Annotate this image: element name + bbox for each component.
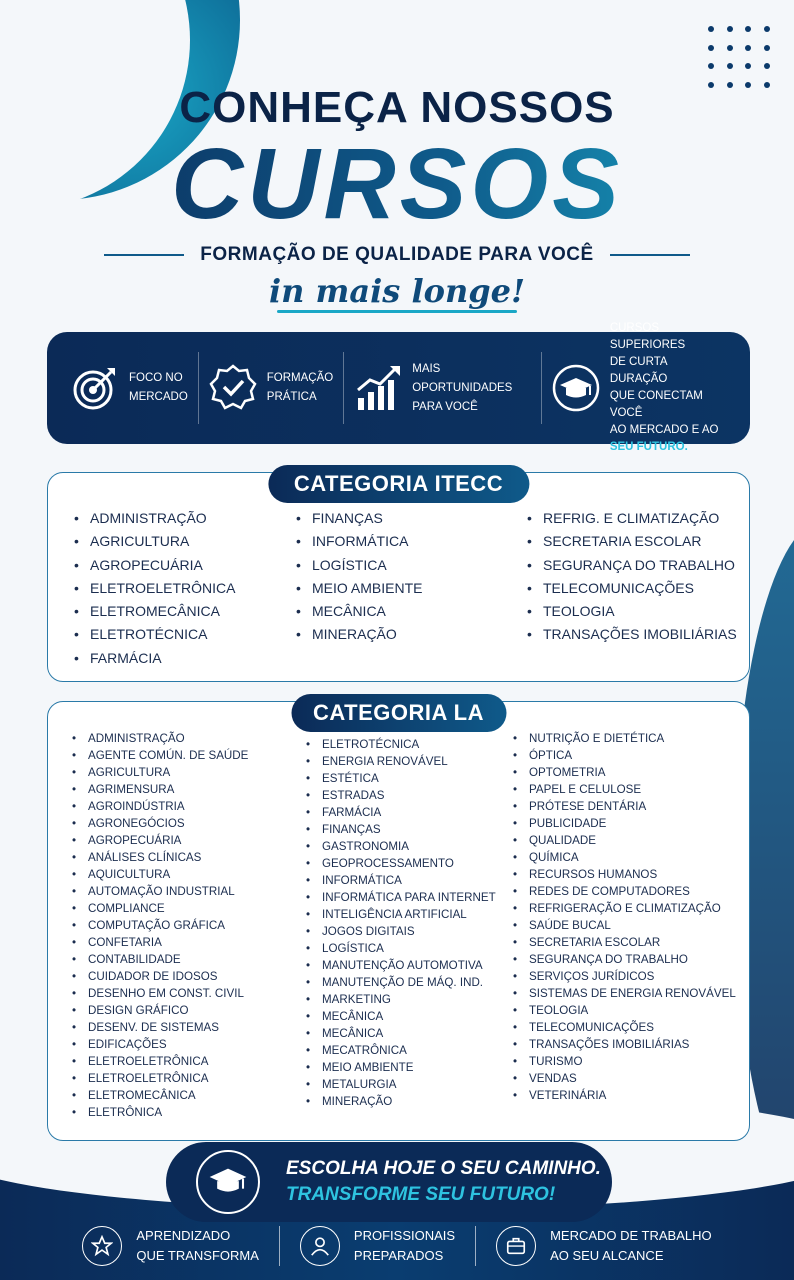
course-item: • QUÍMICA (513, 849, 733, 866)
course-item: • FARMÁCIA (306, 804, 513, 821)
course-item: • REFRIGERAÇÃO E CLIMATIZAÇÃO (513, 900, 733, 917)
footer-benefits (0, 1216, 794, 1276)
course-item: • VETERINÁRIA (513, 1087, 733, 1104)
course-item: • TURISMO (513, 1053, 733, 1070)
briefcase-icon (496, 1226, 536, 1266)
badge-check-icon (209, 364, 257, 412)
course-item: • AGROINDÚSTRIA (72, 798, 306, 815)
cta-banner[interactable] (166, 1142, 612, 1222)
course-item: • ELETROELETRÔNICA (74, 577, 296, 600)
course-item: • DESENHO EM CONST. CIVIL (72, 985, 306, 1002)
course-item: • ELETROELETRÔNICA (72, 1053, 306, 1070)
course-item: • FARMÁCIA (74, 647, 296, 670)
course-item: • SISTEMAS DE ENERGIA RENOVÁVEL (513, 985, 733, 1002)
course-item: • ELETRÔNICA (72, 1104, 306, 1121)
course-item: • REDES DE COMPUTADORES (513, 883, 733, 900)
footer-label: PREPARADOS (353, 1248, 444, 1263)
subtitle-divider-left (104, 254, 184, 256)
graduation-cap-icon (552, 364, 600, 412)
course-item: • ENERGIA RENOVÁVEL (306, 753, 513, 770)
headline-top: CONHEÇA NOSSOS (179, 83, 615, 132)
course-item: • QUALIDADE (513, 832, 733, 849)
course-item: • MECÂNICA (306, 1025, 513, 1042)
course-item: • COMPUTAÇÃO GRÁFICA (72, 917, 306, 934)
course-item: • FINANÇAS (306, 821, 513, 838)
course-item: • TEOLOGIA (527, 600, 747, 623)
course-item: • CUIDADOR DE IDOSOS (72, 968, 306, 985)
decorative-dots (708, 26, 774, 92)
course-item: • TELECOMUNICAÇÕES (527, 577, 747, 600)
course-item: • AGROPECUÁRIA (72, 832, 306, 849)
cta-line-2: TRANSFORME SEU FUTURO! (286, 1184, 556, 1205)
course-item: • AGRICULTURA (72, 764, 306, 781)
course-item: • LOGÍSTICA (306, 940, 513, 957)
course-item: • METALURGIA (306, 1076, 513, 1093)
panel-categoria-la (47, 701, 750, 1141)
course-columns (72, 730, 736, 1121)
course-item: • MANUTENÇÃO AUTOMOTIVA (306, 957, 513, 974)
footer-label: QUE TRANSFORMA (136, 1248, 259, 1263)
feature-label: CURSOS SUPERIORES (609, 322, 686, 351)
course-item: • TRANSAÇÕES IMOBILIÁRIAS (527, 623, 747, 646)
growth-chart-icon (354, 364, 402, 412)
course-item: • INFORMÁTICA (306, 872, 513, 889)
course-item: • ESTRADAS (306, 787, 513, 804)
subtitle-divider-right (610, 254, 690, 256)
course-item: • LOGÍSTICA (296, 554, 527, 577)
page-header (0, 84, 794, 313)
course-item: • ANÁLISES CLÍNICAS (72, 849, 306, 866)
target-icon (71, 364, 119, 412)
course-item: • VENDAS (513, 1070, 733, 1087)
course-item: • ESTÉTICA (306, 770, 513, 787)
course-item: • COMPLIANCE (72, 900, 306, 917)
course-columns (74, 507, 747, 670)
course-item: • ELETROMECÂNICA (74, 600, 296, 623)
course-list (306, 736, 513, 1121)
feature-label: DE CURTA DURAÇÃO (609, 356, 668, 385)
footer-label: PROFISSIONAIS (353, 1228, 456, 1243)
course-list (527, 507, 747, 670)
feature-label: MERCADO (129, 391, 188, 403)
course-item: • SAÚDE BUCAL (513, 917, 733, 934)
course-item: • RECURSOS HUMANOS (513, 866, 733, 883)
course-item: • SEGURANÇA DO TRABALHO (513, 951, 733, 968)
course-item: • TRANSAÇÕES IMOBILIÁRIAS (513, 1036, 733, 1053)
course-item: • AGRIMENSURA (72, 781, 306, 798)
course-item: • MECÂNICA (306, 1008, 513, 1025)
course-item: • AGRICULTURA (74, 530, 296, 553)
course-item: • ELETROTÉCNICA (74, 623, 296, 646)
course-list (296, 507, 527, 670)
feature-opportunities (343, 352, 541, 424)
course-item: • FINANÇAS (296, 507, 527, 530)
course-item: • INFORMÁTICA PARA INTERNET (306, 889, 513, 906)
feature-label: PARA VOCÊ (412, 400, 478, 413)
feature-label: MAIS OPORTUNIDADES (412, 362, 513, 394)
footer-item-professionals (279, 1226, 475, 1266)
footer-label: AO SEU ALCANCE (550, 1248, 664, 1263)
course-item: • GEOPROCESSAMENTO (306, 855, 513, 872)
course-item: • JOGOS DIGITAIS (306, 923, 513, 940)
feature-practical-training (198, 352, 343, 424)
course-item: • SEGURANÇA DO TRABALHO (527, 554, 747, 577)
subtitle: FORMAÇÃO DE QUALIDADE PARA VOCÊ (200, 244, 594, 265)
course-item: • REFRIG. E CLIMATIZAÇÃO (527, 507, 747, 530)
course-item: • INFORMÁTICA (296, 530, 527, 553)
course-item: • INTELIGÊNCIA ARTIFICIAL (306, 906, 513, 923)
course-item: • GASTRONOMIA (306, 838, 513, 855)
course-item: • AQUICULTURA (72, 866, 306, 883)
course-item: • PAPEL E CELULOSE (513, 781, 733, 798)
course-item: • ÓPTICA (513, 747, 733, 764)
footer-label: APRENDIZADO (136, 1228, 231, 1243)
course-item: • AGROPECUÁRIA (74, 554, 296, 577)
course-list (74, 507, 296, 670)
course-item: • ADMINISTRAÇÃO (74, 507, 296, 530)
slogan: in mais longe! (268, 272, 525, 310)
course-item: • CONFETARIA (72, 934, 306, 951)
course-item: • MEIO AMBIENTE (296, 577, 527, 600)
course-item: • ADMINISTRAÇÃO (72, 730, 306, 747)
footer-label: MERCADO DE TRABALHO (550, 1228, 712, 1243)
course-list (72, 730, 306, 1121)
feature-label: FOCO NO (129, 372, 183, 384)
course-item: • MECÂNICA (296, 600, 527, 623)
footer-item-learning (62, 1226, 279, 1266)
course-item: • MEIO AMBIENTE (306, 1059, 513, 1076)
course-item: • MANUTENÇÃO DE MÁQ. IND. (306, 974, 513, 991)
course-item: • ELETROTÉCNICA (306, 736, 513, 753)
features-bar (47, 322, 750, 453)
course-item: • SECRETARIA ESCOLAR (513, 934, 733, 951)
course-item: • PRÓTESE DENTÁRIA (513, 798, 733, 815)
course-item: • TEOLOGIA (513, 1002, 733, 1019)
headline-main: CURSOS (0, 132, 794, 236)
feature-label: PRÁTICA (266, 391, 317, 403)
course-item: • MARKETING (306, 991, 513, 1008)
cta-line-1: ESCOLHA HOJE O SEU CAMINHO. (286, 1158, 601, 1179)
course-item: • OPTOMETRIA (513, 764, 733, 781)
course-item: • AUTOMAÇÃO INDUSTRIAL (72, 883, 306, 900)
feature-short-courses (541, 322, 736, 453)
feature-label: FORMAÇÃO (266, 372, 334, 384)
course-item: • AGENTE COMÚN. DE SAÚDE (72, 747, 306, 764)
feature-market-focus (61, 352, 198, 424)
feature-label: AO MERCADO E AO (609, 424, 719, 436)
footer-item-job-market (475, 1226, 732, 1266)
course-item: • NUTRIÇÃO E DIETÉTICA (513, 730, 733, 747)
course-item: • MINERAÇÃO (306, 1093, 513, 1110)
panel-title: CATEGORIA ITECC (268, 465, 529, 503)
feature-label: QUE CONECTAM VOCÊ (609, 390, 703, 419)
subtitle-row (0, 244, 794, 266)
course-item: • ELETROELETRÔNICA (72, 1070, 306, 1087)
course-item: • DESENV. DE SISTEMAS (72, 1019, 306, 1036)
person-icon (300, 1226, 340, 1266)
course-item: • PUBLICIDADE (513, 815, 733, 832)
feature-highlight: SEU FUTURO. (609, 441, 688, 453)
course-item: • MECATRÔNICA (306, 1042, 513, 1059)
star-icon (82, 1226, 122, 1266)
course-item: • TELECOMUNICAÇÕES (513, 1019, 733, 1036)
panel-categoria-itecc (47, 472, 750, 682)
course-item: • SERVIÇOS JURÍDICOS (513, 968, 733, 985)
course-item: • ELETROMECÂNICA (72, 1087, 306, 1104)
course-item: • EDIFICAÇÕES (72, 1036, 306, 1053)
course-item: • MINERAÇÃO (296, 623, 527, 646)
graduation-cap-icon (196, 1150, 260, 1214)
course-item: • AGRONEGÓCIOS (72, 815, 306, 832)
course-item: • SECRETARIA ESCOLAR (527, 530, 747, 553)
panel-title: CATEGORIA LA (291, 694, 506, 732)
course-list (513, 730, 736, 1121)
slogan-underline (277, 310, 517, 313)
course-item: • DESIGN GRÁFICO (72, 1002, 306, 1019)
course-item: • CONTABILIDADE (72, 951, 306, 968)
